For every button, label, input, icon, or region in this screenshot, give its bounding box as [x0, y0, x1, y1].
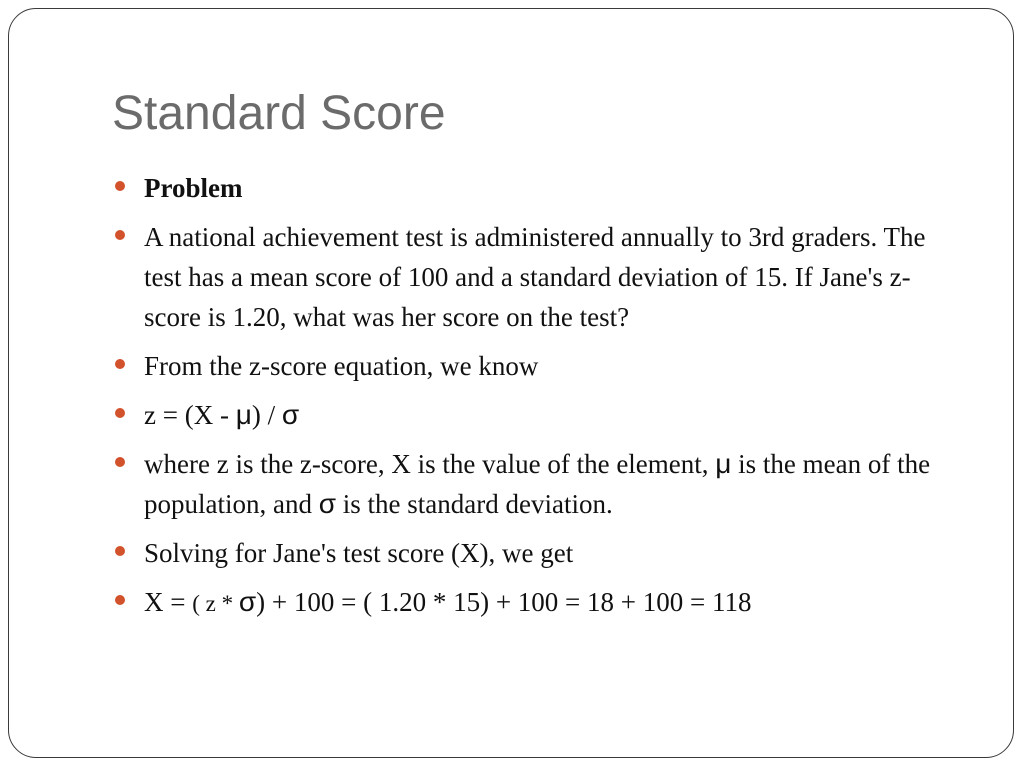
bullet-text: From the z-score equation, we know — [144, 351, 539, 381]
bullet-dot-icon — [115, 457, 125, 467]
slide-title: Standard Score — [112, 87, 446, 140]
definition-part: where z is the z-score, X is the value of the element, — [144, 449, 716, 479]
bullet-text: A national achievement test is administered annually to 3rd graders. The test has a mean score of 100 and a standard deviation of 15. If Jane's z-score is 1.20, what was her score on the test? — [144, 222, 926, 332]
definition-part: is the standard deviation. — [336, 489, 613, 519]
bullet-solving — [144, 533, 964, 573]
bullet-dot-icon — [115, 595, 125, 605]
mu-symbol: μ — [235, 399, 252, 430]
formula-part: ) / — [251, 400, 282, 430]
bullet-solution — [144, 582, 964, 624]
bullet-dot-icon — [115, 359, 125, 369]
mu-symbol: μ — [715, 448, 732, 479]
bullet-text: Solving for Jane's test score (X), we get — [144, 538, 574, 568]
bullet-dot-icon — [115, 181, 125, 191]
definition-part: is the mean of the population, and — [144, 449, 931, 519]
solution-part: ) + 100 = ( 1.20 * 15) + 100 = 18 + 100 = 118 — [256, 587, 752, 617]
sigma-symbol: σ — [281, 399, 300, 430]
sigma-symbol: σ — [238, 586, 257, 617]
bullet-problem-statement — [144, 217, 964, 337]
bullet-dot-icon — [115, 546, 125, 556]
bullet-problem — [144, 168, 964, 208]
bullet-formula — [144, 395, 964, 435]
bullet-definitions — [144, 444, 964, 524]
bullet-dot-icon — [115, 230, 125, 240]
solution-part: X = — [144, 587, 193, 617]
bullet-dot-icon — [115, 408, 125, 418]
bullet-text: Problem — [144, 173, 243, 203]
bullet-equation-intro — [144, 346, 964, 386]
sigma-symbol: σ — [318, 488, 337, 519]
solution-part: ( z * — [192, 591, 239, 616]
formula-part: z = (X - — [144, 400, 236, 430]
bullet-list — [144, 168, 964, 633]
